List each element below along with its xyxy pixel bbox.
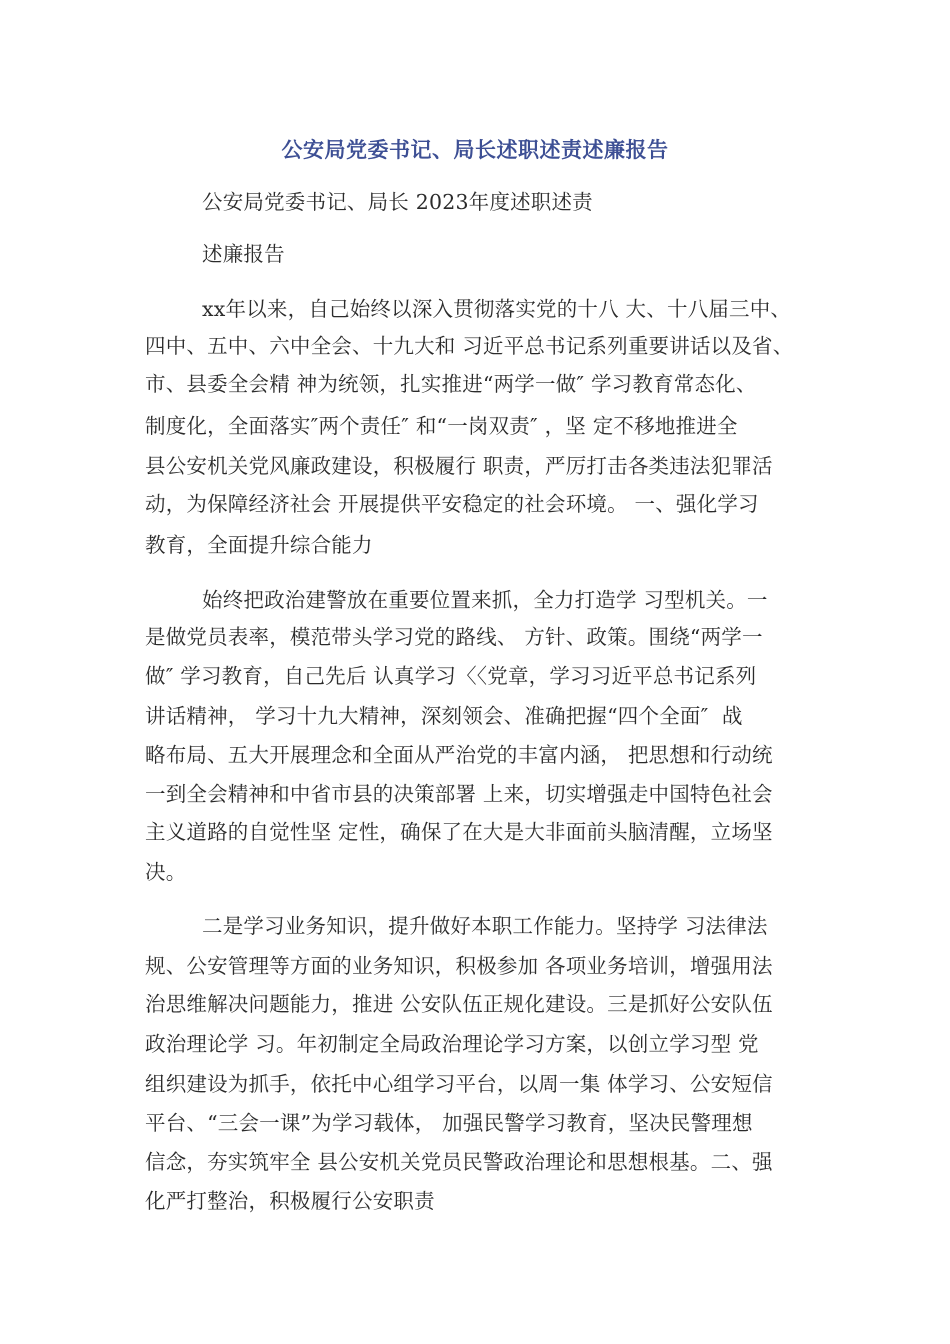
- paragraph-2-line: 讲话精神， 学习十九大精神，深刻领会、准确把握“四个全面″ 战: [145, 704, 743, 728]
- paragraph-1-line: 动，为保障经济社会 开展提供平安稳定的社会环境。 一、强化学习: [145, 492, 759, 516]
- paragraph-2-line: 始终把政治建警放在重要位置来抓，全力打造学 习型机关。一: [202, 588, 768, 612]
- paragraph-2-line: 决。: [145, 860, 187, 884]
- paragraph-2-line: 略布局、五大开展理念和全面从严治党的丰富内涵， 把思想和行动统: [145, 743, 773, 767]
- subtitle-line-2: 述廉报告: [202, 242, 285, 266]
- paragraph-3-line: 规、公安管理等方面的业务知识，积极参加 各项业务培训，增强用法: [145, 954, 773, 978]
- paragraph-1-line: xx年以来，自己始终以深入贯彻落实党的十八 大、十八届三中、: [202, 297, 792, 321]
- subtitle-line-1: 公安局党委书记、局长 2023年度述职述责: [202, 190, 593, 214]
- paragraph-3-line: 平台、“三会一课”为学习载体， 加强民警学习教育，坚决民警理想: [145, 1111, 753, 1135]
- paragraph-1-line: 市、县委全会精 神为统领，扎实推进“两学一做″ 学习教育常态化、: [145, 372, 757, 396]
- paragraph-3-line: 化严打整治，积极履行公安职责: [145, 1189, 435, 1213]
- paragraph-3-line: 二是学习业务知识，提升做好本职工作能力。坚持学 习法律法: [202, 914, 768, 938]
- paragraph-3-line: 组织建设为抓手，依托中心组学习平台，以周一集 体学习、公安短信: [145, 1072, 773, 1096]
- paragraph-3-line: 信念，夯实筑牢全 县公安机关党员民警政治理论和思想根基。二、强: [145, 1150, 773, 1174]
- document-title: 公安局党委书记、局长述职述责述廉报告: [281, 138, 669, 162]
- paragraph-1-line: 县公安机关党风廉政建设，积极履行 职责，严厉打击各类违法犯罪活: [145, 454, 773, 478]
- paragraph-2-line: 做″ 学习教育，自己先后 认真学习〈〈党章，学习习近平总书记系列: [145, 664, 757, 688]
- paragraph-3-line: 治思维解决问题能力，推进 公安队伍正规化建设。三是抓好公安队伍: [145, 992, 773, 1016]
- paragraph-2-line: 是做党员表率，模范带头学习党的路线、 方针、政策。围绕“两学一: [145, 625, 763, 649]
- paragraph-1-line: 制度化，全面落实″两个责任″ 和“一岗双责″ ，坚 定不移地推进全: [145, 414, 738, 438]
- paragraph-3-line: 政治理论学 习。年初制定全局政治理论学习方案，以创立学习型 党: [145, 1032, 759, 1056]
- paragraph-1-line: 教育，全面提升综合能力: [145, 533, 373, 557]
- paragraph-2-line: 一到全会精神和中省市县的决策部署 上来，切实增强走中国特色社会: [145, 782, 773, 806]
- paragraph-2-line: 主义道路的自觉性坚 定性，确保了在大是大非面前头脑清醒，立场坚: [145, 820, 773, 844]
- paragraph-1-line: 四中、五中、六中全会、十九大和 习近平总书记系列重要讲话以及省、: [145, 334, 794, 358]
